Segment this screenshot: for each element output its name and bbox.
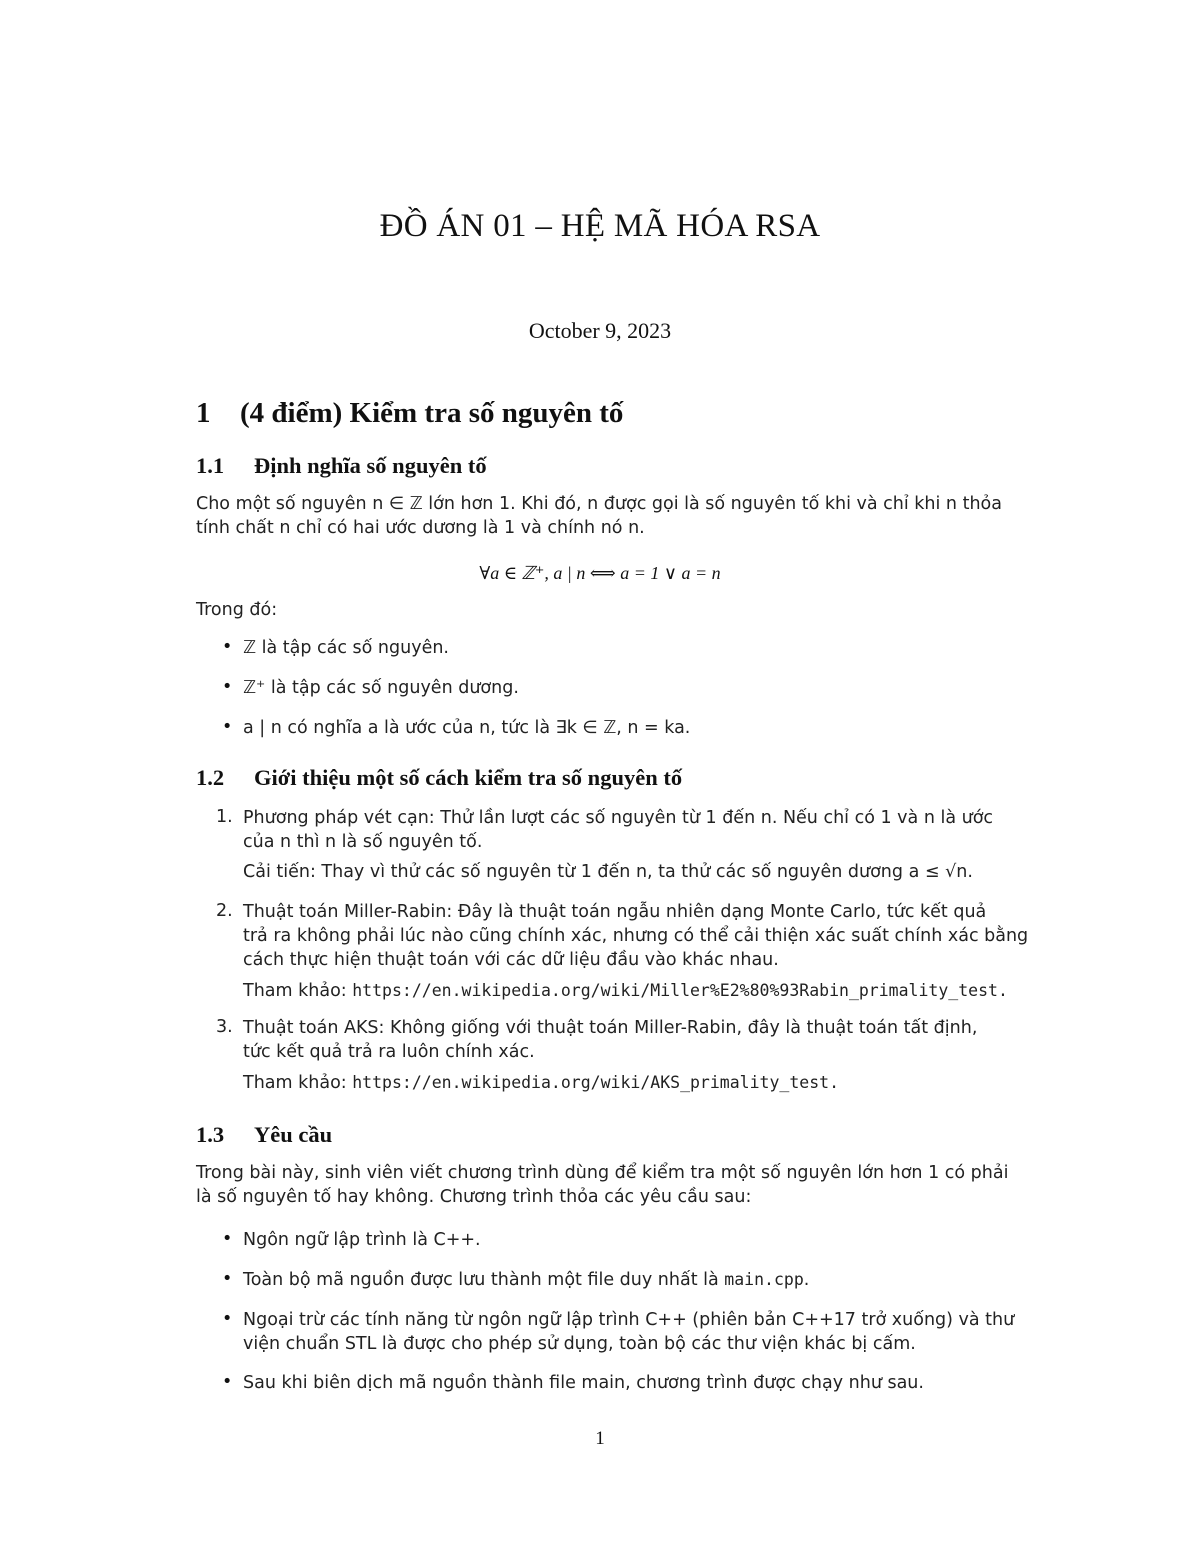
bullet-icon: • [222, 1269, 233, 1289]
enum-number: 1. [216, 807, 233, 827]
enum-item-line: của n thì n là số nguyên tố. [243, 832, 483, 852]
subsection-number: 1.1 [196, 453, 225, 478]
enum-item-line: trả ra không phải lúc nào cũng chính xác, nhưng có thể cải thiện xác suất chính xác bằng [243, 926, 1029, 946]
subsection-number: 1.2 [196, 765, 225, 790]
requirement-item-cont: viện chuẩn STL là được cho phép sử dụng, toàn bộ các thư viện khác bị cấm. [243, 1334, 916, 1354]
enum-number: 3. [216, 1017, 233, 1037]
bullet-icon: • [222, 1229, 233, 1249]
reference-link[interactable]: https://en.wikipedia.org/wiki/AKS_primality_test. [352, 1073, 840, 1092]
definition-line-2: tính chất n chỉ có hai ước dương là 1 và chính nó n. [196, 518, 645, 538]
requirements-intro-line-1: Trong bài này, sinh viên viết chương trình dùng để kiểm tra một số nguyên lớn hơn 1 có phải [196, 1163, 1009, 1183]
bullet-item: ℤ là tập các số nguyên. [243, 638, 449, 658]
subsection-heading-1-3 [196, 1122, 332, 1148]
requirement-text: Toàn bộ mã nguồn được lưu thành một file duy nhất là [243, 1270, 725, 1290]
requirement-item: Ngoại trừ các tính năng từ ngôn ngữ lập trình C++ (phiên bản C++17 trở xuống) và thư [243, 1310, 1015, 1330]
filename-code: main.cpp [724, 1270, 804, 1289]
reference-label: Tham khảo: [243, 1073, 347, 1093]
subsection-number: 1.3 [196, 1122, 225, 1147]
reference-line [243, 1071, 839, 1095]
bullet-icon: • [222, 717, 233, 737]
enum-item-line: tức kết quả trả ra luôn chính xác. [243, 1042, 535, 1062]
section-number: 1 [196, 397, 211, 429]
enum-item-line: Thuật toán AKS: Không giống với thuật toán Miller-Rabin, đây là thuật toán tất định, [243, 1018, 978, 1038]
requirements-intro-line-2: là số nguyên tố hay không. Chương trình thỏa các yêu cầu sau: [196, 1187, 752, 1207]
subsection-title: Định nghĩa số nguyên tố [254, 453, 487, 478]
bullet-icon: • [222, 1372, 233, 1392]
reference-line [243, 979, 1008, 1003]
enum-item-line: Phương pháp vét cạn: Thử lần lượt các số nguyên từ 1 đến n. Nếu chỉ có 1 và n là ước [243, 808, 994, 828]
requirement-item: Ngôn ngữ lập trình là C++. [243, 1230, 481, 1250]
bullet-item: a | n có nghĩa a là ước của n, tức là ∃k ∈ ℤ, n = ka. [243, 718, 691, 738]
prime-definition-equation: ∀a ∈ ℤ⁺, a | n ⟺ a = 1 ∨ a = n [479, 563, 721, 583]
subsection-heading-1-1 [196, 453, 487, 479]
bullet-icon: • [222, 1309, 233, 1329]
subsection-title: Giới thiệu một số cách kiểm tra số nguyên tố [254, 765, 683, 790]
reference-link[interactable]: https://en.wikipedia.org/wiki/Miller%E2%80%93Rabin_primality_test. [352, 981, 1008, 1000]
enum-item-line: cách thực hiện thuật toán với các dữ liệu đầu vào khác nhau. [243, 950, 779, 970]
requirement-tail: . [803, 1270, 810, 1290]
document-title: ĐỒ ÁN 01 – HỆ MÃ HÓA RSA [379, 208, 821, 244]
subsection-title: Yêu cầu [254, 1122, 333, 1147]
reference-label: Tham khảo: [243, 981, 347, 1001]
bullet-icon: • [222, 637, 233, 657]
where-label: Trong đó: [196, 600, 278, 620]
enum-item-line: Thuật toán Miller-Rabin: Đây là thuật toán ngẫu nhiên dạng Monte Carlo, tức kết quả [243, 902, 987, 922]
page-number: 1 [595, 1428, 605, 1449]
requirement-item: Sau khi biên dịch mã nguồn thành file main, chương trình được chạy như sau. [243, 1373, 924, 1393]
definition-line-1: Cho một số nguyên n ∈ ℤ lớn hơn 1. Khi đó, n được gọi là số nguyên tố khi và chỉ khi n thỏa [196, 494, 1002, 514]
bullet-icon: • [222, 677, 233, 697]
section-heading [196, 397, 623, 430]
subsection-heading-1-2 [196, 765, 682, 791]
enum-item-improvement: Cải tiến: Thay vì thử các số nguyên từ 1 đến n, ta thử các số nguyên dương a ≤ √n. [243, 862, 973, 882]
enum-number: 2. [216, 901, 233, 921]
document-date: October 9, 2023 [528, 318, 672, 343]
section-title: (4 điểm) Kiểm tra số nguyên tố [240, 397, 624, 429]
requirement-item [243, 1268, 809, 1292]
bullet-item: ℤ⁺ là tập các số nguyên dương. [243, 678, 519, 698]
